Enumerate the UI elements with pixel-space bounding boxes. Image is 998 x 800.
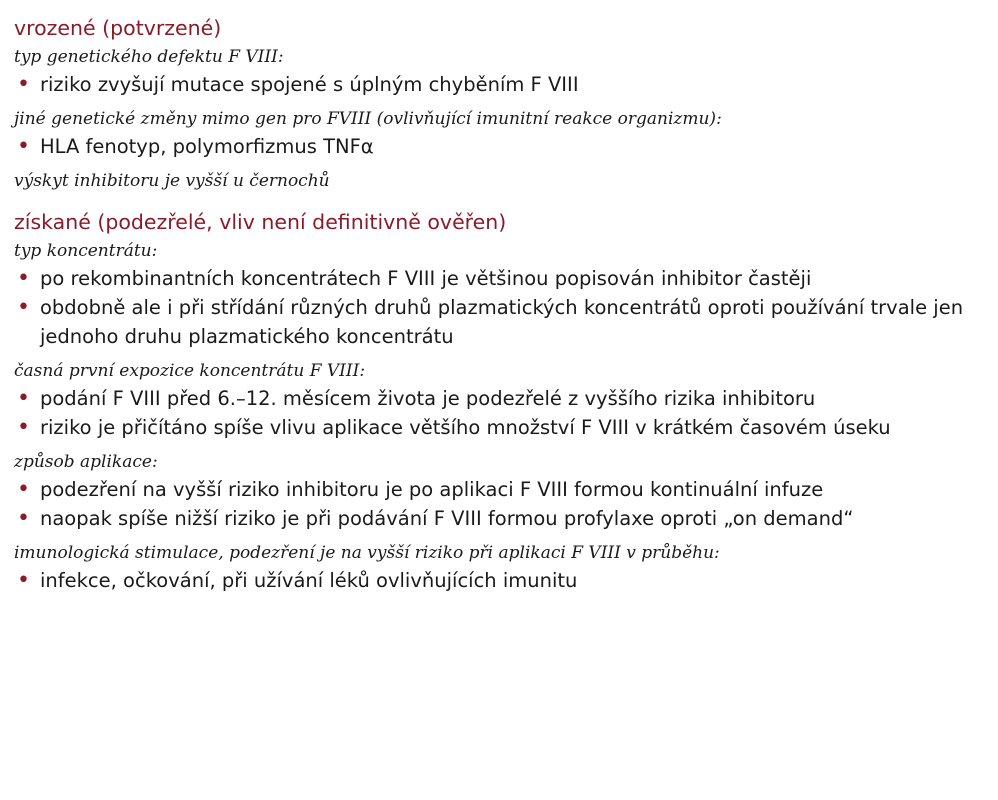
factor-group	[14, 449, 968, 533]
bullet-icon: •	[17, 415, 30, 440]
factor-group	[14, 540, 968, 595]
bullet-icon: •	[17, 506, 30, 531]
factor-group	[14, 238, 968, 351]
list-item	[14, 132, 968, 161]
list-item	[14, 264, 968, 293]
list-item	[14, 293, 968, 351]
list-item	[14, 475, 968, 504]
section-heading: vrozené (potvrzené)	[14, 16, 222, 40]
list-item-text: riziko je přičítáno spíše vlivu aplikace většího množství F VIII v krátkém časovém úseku	[40, 416, 891, 439]
section-acquired	[14, 208, 968, 595]
section-inherited	[14, 14, 968, 194]
group-label: typ koncentrátu:	[14, 241, 158, 261]
bullet-list	[14, 384, 968, 442]
list-item	[14, 566, 968, 595]
bullet-icon: •	[17, 386, 30, 411]
group-label: časná první expozice koncentrátu F VIII:	[14, 361, 366, 381]
list-item-text: po rekombinantních koncentrátech F VIII je většinou popisován inhibitor častěji	[40, 267, 812, 290]
bullet-icon: •	[17, 266, 30, 291]
group-label: výskyt inhibitoru je vyšší u černochů	[14, 171, 330, 191]
group-label: imunologická stimulace, podezření je na vyšší riziko při aplikaci F VIII v průběhu:	[14, 543, 720, 563]
bullet-icon: •	[17, 72, 30, 97]
factor-group	[14, 44, 968, 99]
list-item-text: HLA fenotyp, polymorfizmus TNFα	[40, 135, 374, 158]
bullet-list	[14, 70, 968, 99]
list-item-text: obdobně ale i při střídání různých druhů plazmatických koncentrátů oproti používání trvale jen jednoho druhu plazmatického koncentrátu	[40, 296, 964, 348]
list-item-text: riziko zvyšují mutace spojené s úplným chyběním F VIII	[40, 73, 579, 96]
factor-group	[14, 168, 968, 194]
group-label: jiné genetické změny mimo gen pro FVIII (ovlivňující imunitní reakce organizmu):	[14, 109, 722, 129]
bullet-icon: •	[17, 295, 30, 320]
bullet-list	[14, 132, 968, 161]
bullet-icon: •	[17, 134, 30, 159]
list-item	[14, 504, 968, 533]
list-item-text: infekce, očkování, při užívání léků ovlivňujících imunitu	[40, 569, 578, 592]
bullet-list	[14, 475, 968, 533]
list-item-text: podezření na vyšší riziko inhibitoru je po aplikaci F VIII formou kontinuální infuze	[40, 478, 824, 501]
group-label: typ genetického defektu F VIII:	[14, 47, 284, 67]
list-item	[14, 384, 968, 413]
factor-group	[14, 358, 968, 442]
bullet-icon: •	[17, 477, 30, 502]
bullet-icon: •	[17, 568, 30, 593]
list-item	[14, 70, 968, 99]
bullet-list	[14, 566, 968, 595]
list-item	[14, 413, 968, 442]
list-item-text: podání F VIII před 6.–12. měsícem života je podezřelé z vyššího rizika inhibitoru	[40, 387, 816, 410]
factor-group	[14, 106, 968, 161]
group-label: způsob aplikace:	[14, 452, 158, 472]
bullet-list	[14, 264, 968, 351]
list-item-text: naopak spíše nižší riziko je při podávání F VIII formou profylaxe oproti „on demand“	[40, 507, 854, 530]
section-heading: získané (podezřelé, vliv není definitivně ověřen)	[14, 210, 507, 234]
